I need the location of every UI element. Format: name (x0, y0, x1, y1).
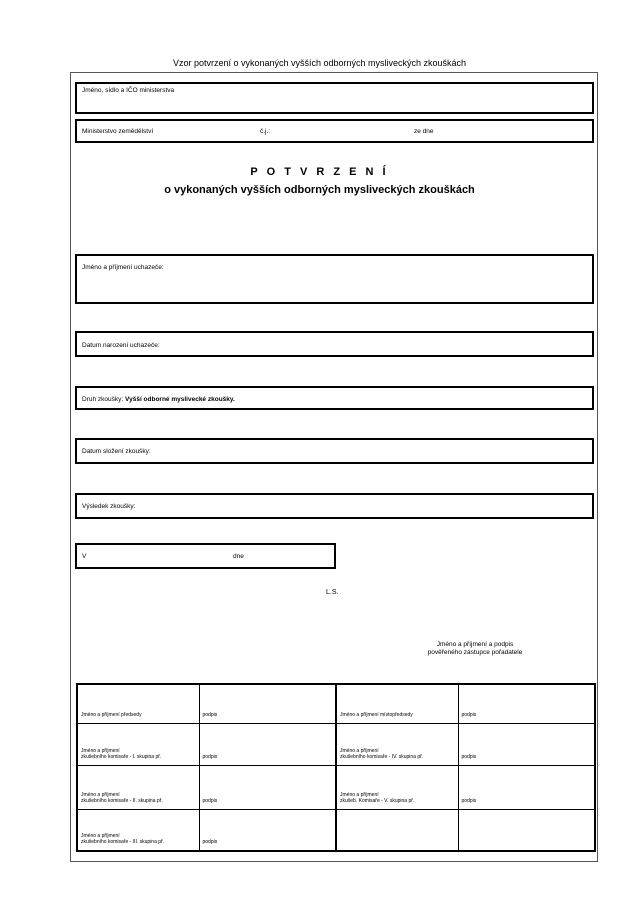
table-row (77, 765, 595, 809)
chair-sign-cell: podpis (199, 684, 336, 723)
ministry-ref-box (75, 119, 594, 143)
examiner-1-name-line-2: zkušebního komisaře - I. skupina př. (81, 753, 162, 760)
candidate-name-field (75, 254, 594, 304)
vice-chair-name-cell: Jméno a příjmení místopředsedy (336, 684, 458, 723)
candidate-name-label: Jméno a příjmení uchazeče: (82, 264, 164, 271)
examiner-3-name-line-1: Jméno a příjmení (81, 833, 120, 839)
examiner-2-name-line-2: zkušebního komisaře - II. skupina př. (81, 797, 163, 804)
examiner-4-name-line-2: zkušebního komisaře - IV. skupina př. (340, 753, 424, 760)
examiner-2-name-line-1: Jméno a příjmení (81, 791, 120, 798)
examiner-1-sign-cell: podpis (199, 723, 336, 765)
examiner-3-name-line-2: zkušebního komisaře - III. skupina př. (81, 839, 165, 845)
examiner-2-name-cell (77, 765, 199, 809)
document-subtitle: o vykonaných vyšších odborných mysliveckých zkouškách (164, 184, 475, 196)
place-date-label: dne (233, 553, 244, 560)
signature-line-1: Jméno a příjmení a podpis (436, 641, 514, 648)
examiner-5-name-line-2: zkušeb. Komisaře - V. skupina př. (340, 797, 415, 804)
examiner-4-name-cell (336, 723, 458, 765)
exam-type-value: Vyšší odborné myslivecké zkoušky. (125, 396, 235, 403)
empty-name-cell (336, 809, 458, 851)
empty-sign-cell (458, 809, 595, 851)
signature-line-2: pověřeného zástupce pořadatele (427, 649, 523, 657)
ref-date-label: ze dne (414, 128, 434, 135)
examiner-5-name-cell (336, 765, 458, 809)
document-title: P O T V R Z E N Í (250, 166, 389, 178)
table-row (77, 809, 595, 851)
examiner-1-name-cell (77, 723, 199, 765)
ministry-info-box (75, 82, 594, 114)
ministry-info-label: Jméno, sídlo a IČO ministerstva (82, 87, 175, 94)
document-caption: Vzor potvrzení o vykonaných vyšších odborných mysliveckých zkouškách (172, 58, 467, 68)
organizer-signature-caption (395, 641, 555, 657)
exam-type-label: Druh zkoušky: (82, 396, 124, 403)
examiner-5-name-line-1: Jméno a příjmení (340, 791, 379, 798)
exam-date-label: Datum složení zkoušky: (82, 448, 151, 455)
birth-date-label: Datum narození uchazeče: (82, 342, 160, 349)
chair-name-cell: Jméno a příjmení předsedy (77, 684, 199, 723)
examiner-2-sign-cell: podpis (199, 765, 336, 809)
place-date-field (75, 543, 336, 569)
commission-signature-table (76, 683, 596, 852)
place-label: V (82, 553, 87, 560)
vice-chair-sign-cell: podpis (458, 684, 595, 723)
exam-result-field (75, 493, 594, 519)
table-row (77, 723, 595, 765)
exam-date-field (75, 438, 594, 464)
examiner-3-sign-cell: podpis (199, 809, 336, 851)
ref-number-label: č.j.: (260, 128, 271, 135)
exam-result-label: Výsledek zkoušky: (82, 503, 136, 510)
examiner-3-name-cell (77, 809, 199, 851)
ministry-name: Ministerstvo zemědělství (82, 128, 154, 135)
birth-date-field (75, 331, 594, 357)
exam-type-field (75, 386, 594, 410)
table-row (77, 684, 595, 723)
examiner-5-sign-cell: podpis (458, 765, 595, 809)
stamp-placeholder: L.S. (326, 589, 339, 596)
examiner-1-name-line-1: Jméno a příjmení (81, 747, 120, 754)
examiner-4-sign-cell: podpis (458, 723, 595, 765)
examiner-4-name-line-1: Jméno a příjmení (340, 747, 379, 754)
